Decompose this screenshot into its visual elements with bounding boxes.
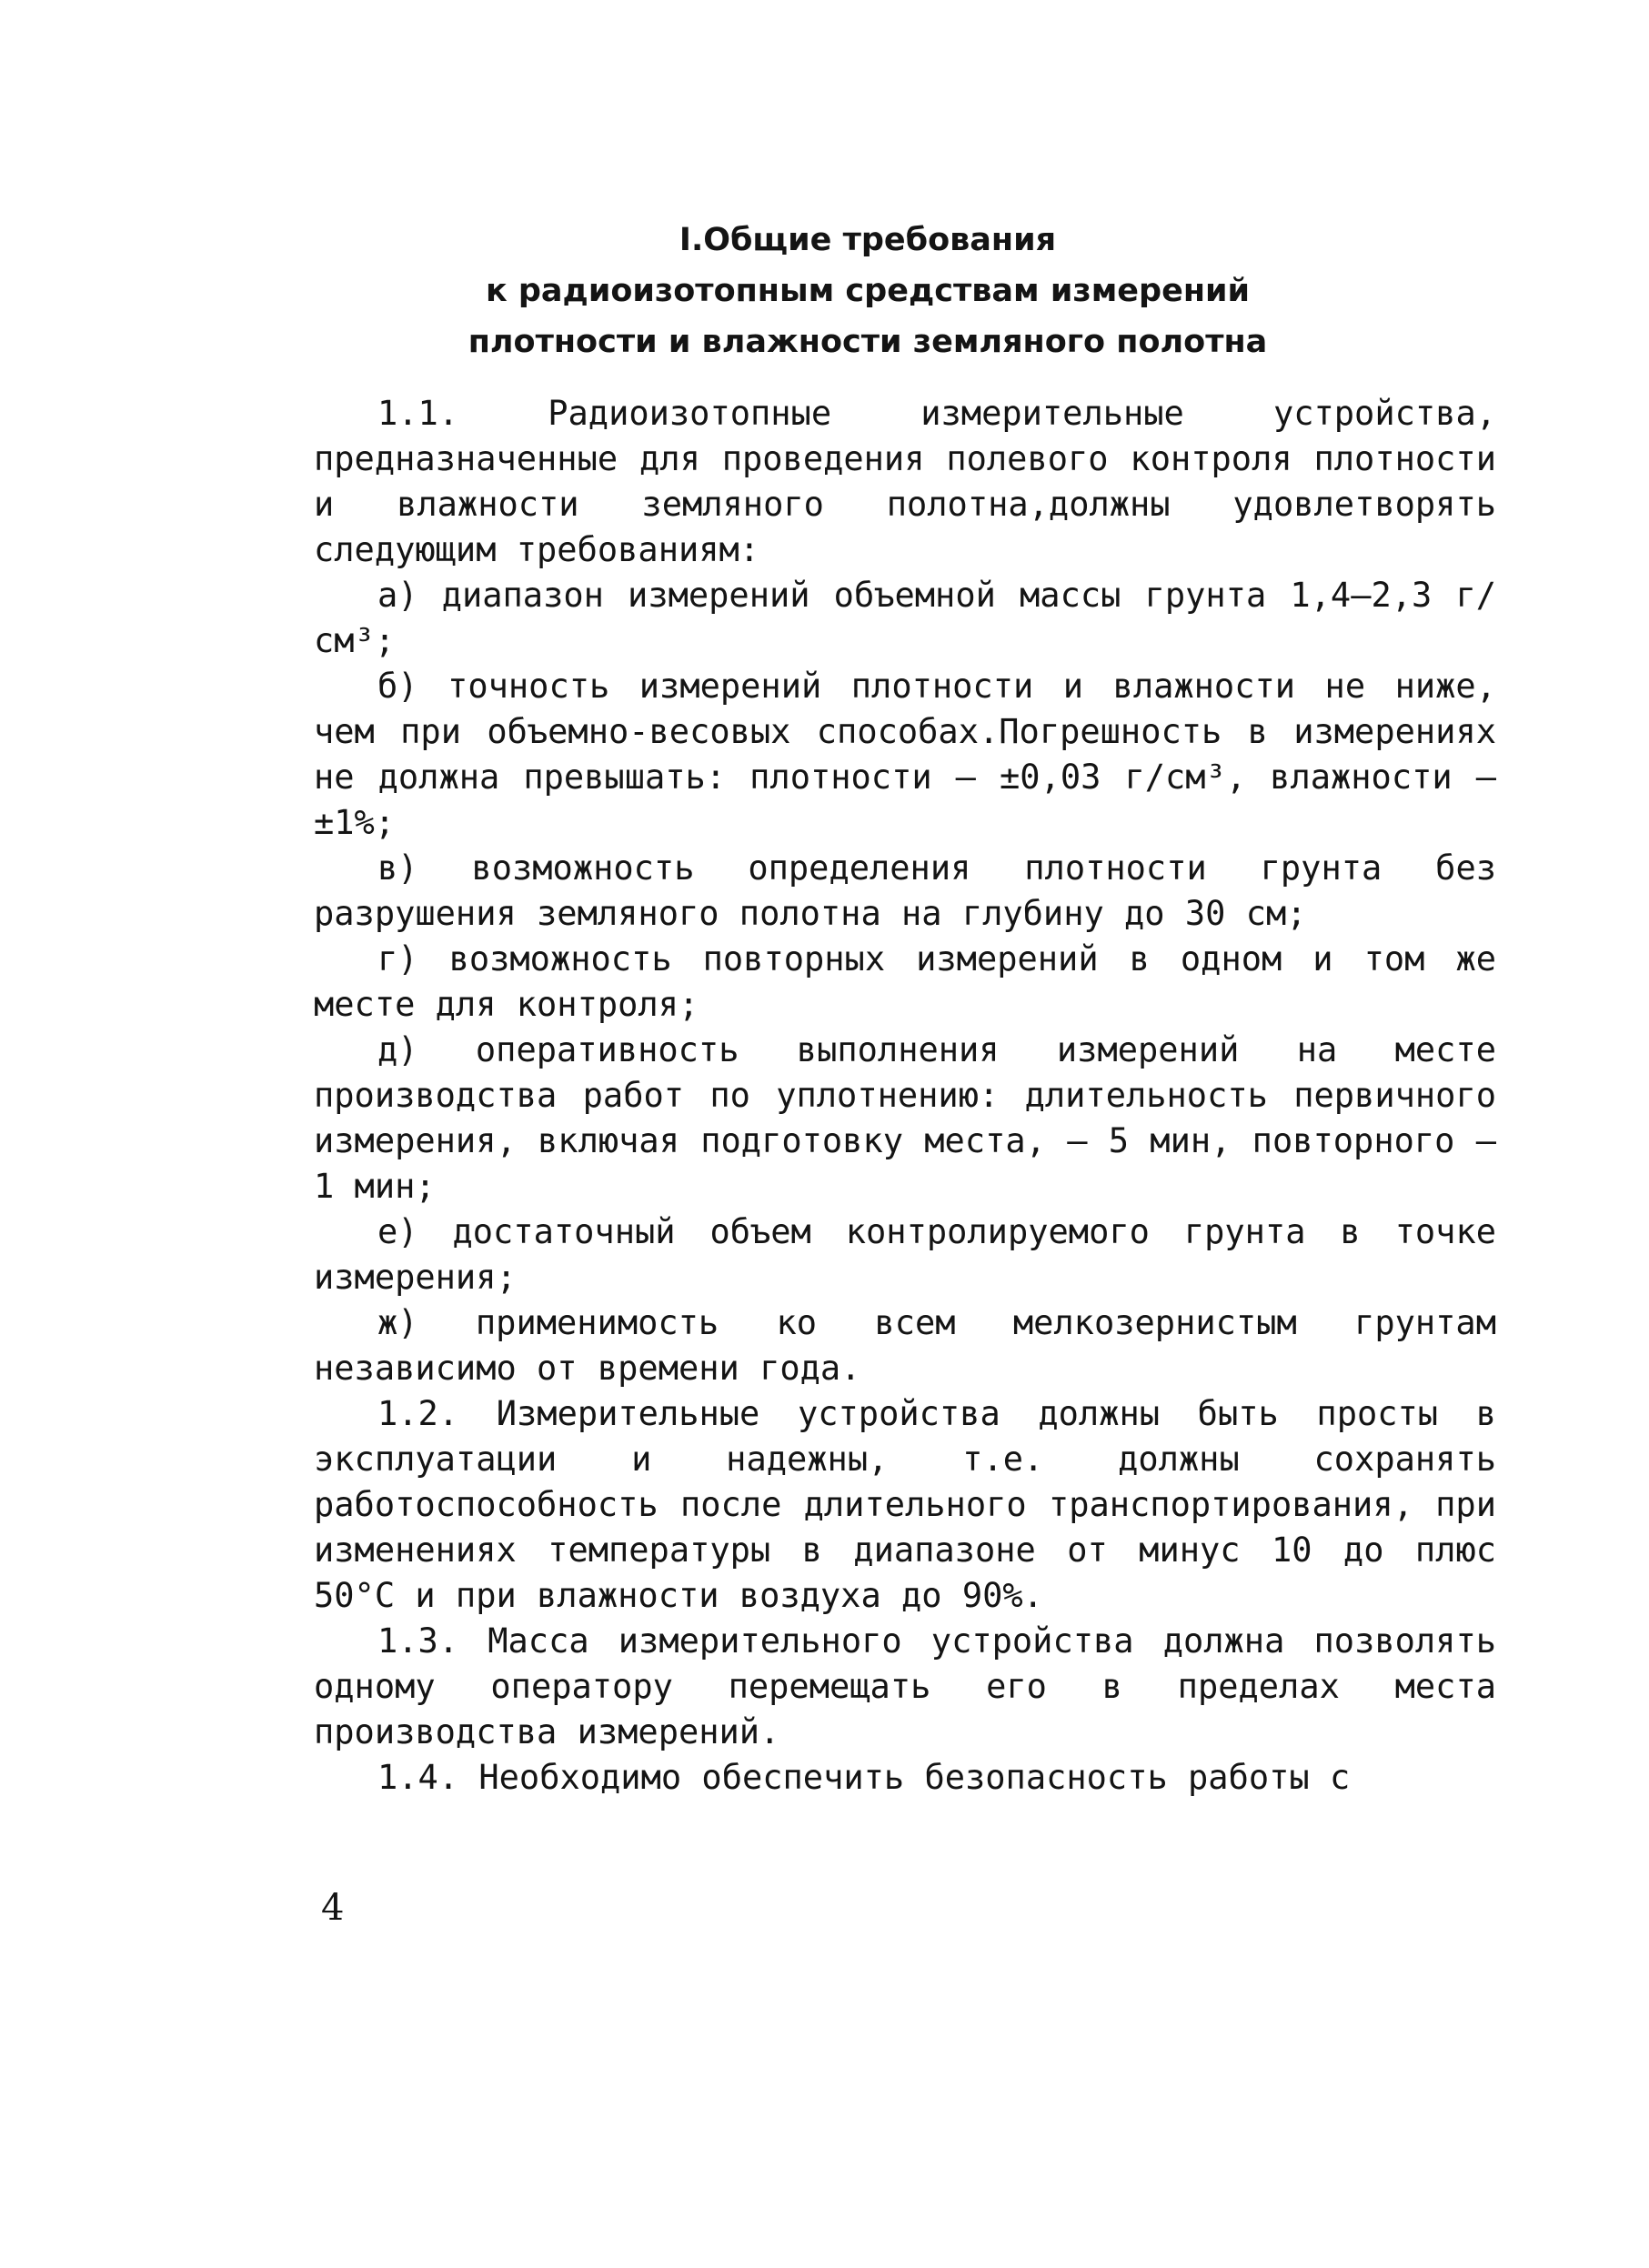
paragraph-1-3: 1.3. Масса измерительного устройства должна позволять одному оператору перемещать его в пределах места производства измерений. xyxy=(314,1621,1496,1751)
paragraph-1-2: 1.2. Измерительные устройства должны быть просты в эксплуатации и надежны, т.е. должны сохранять работоспособность после длительного транспортирования, при изменениях температуры в диапазоне от минус 10 до плюс 50°С и при влажности воздуха до 90%. xyxy=(314,1394,1496,1615)
item-d: д) оперативность выполнения измерений на месте производства работ по уплотнению: длительность первичного измерения, включая подготовку места, – 5 мин, повторного – 1 мин; xyxy=(314,1030,1496,1206)
paragraph-1-4: 1.4. Необходимо обеспечить безопасность работы с xyxy=(377,1758,1351,1797)
heading-line-2: к радиоизотопным средствам измерений xyxy=(485,273,1251,309)
heading-line-1: I.Общие требования xyxy=(679,222,1057,258)
paragraph-1-1: 1.1. Радиоизотопные измерительные устройства, предназначенные для проведения полевого контроля плотности и влажности земляного полотна,должны удовлетворять следующим требованиям: xyxy=(314,394,1496,569)
item-a: а) диапазон измерений объемной массы грунта 1,4–2,3 г/см³; xyxy=(314,576,1496,660)
item-zh: ж) применимость ко всем мелкозернистым грунтам независимо от времени года. xyxy=(314,1303,1496,1388)
item-v: в) возможность определения плотности грунта без разрушения земляного полотна на глубину до 30 см; xyxy=(314,848,1496,933)
item-e: е) достаточный объем контролируемого грунта в точке измерения; xyxy=(314,1212,1496,1297)
page-number: 4 xyxy=(321,1887,345,1929)
body-text xyxy=(314,391,1496,1801)
item-b: б) точность измерений плотности и влажности не ниже, чем при объемно-весовых способах.Погрешность в измерениях не должна превышать: плотности – ±0,03 г/см³, влажности – ±1%; xyxy=(314,667,1496,842)
item-g: г) возможность повторных измерений в одном и том же месте для контроля; xyxy=(314,939,1496,1024)
section-heading xyxy=(0,215,1649,367)
heading-line-3: плотности и влажности земляного полотна xyxy=(468,324,1268,360)
